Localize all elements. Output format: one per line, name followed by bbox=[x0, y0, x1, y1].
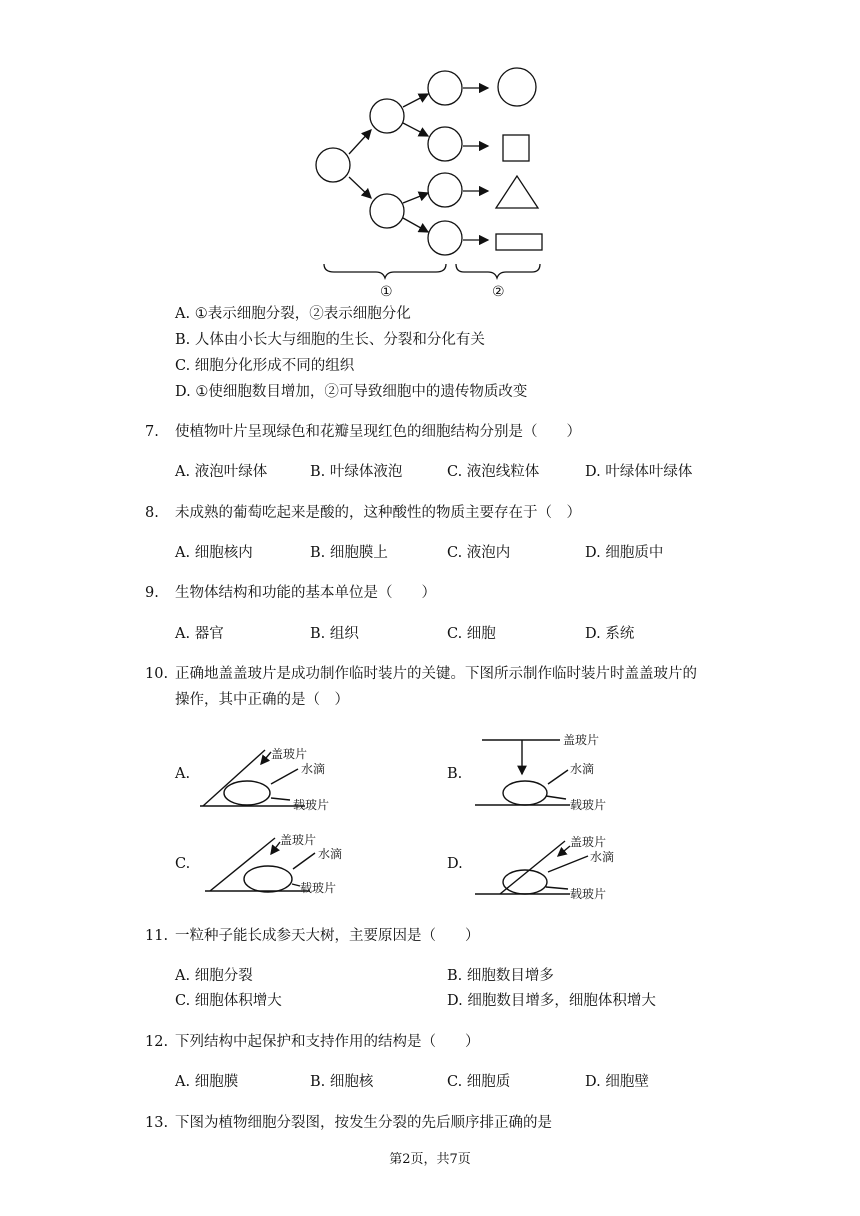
q12-stem: 下列结构中起保护和支持作用的结构是（ ） bbox=[175, 1034, 480, 1050]
q10-figure-b bbox=[470, 728, 630, 818]
svg-text:盖玻片: 盖玻片 bbox=[570, 835, 607, 849]
q10-figure-d bbox=[470, 826, 630, 906]
q13-number: 13. bbox=[145, 1115, 169, 1131]
daughter-cell-bottom bbox=[370, 194, 404, 228]
svg-text:盖玻片: 盖玻片 bbox=[563, 733, 600, 747]
q7-option-b: B. 叶绿体液泡 bbox=[310, 464, 403, 480]
q10-number: 10. bbox=[145, 666, 169, 682]
q8-option-b: B. 细胞膜上 bbox=[310, 545, 388, 561]
q9-stem: 生物体结构和功能的基本单位是（ ） bbox=[175, 585, 436, 601]
svg-text:载玻片: 载玻片 bbox=[300, 881, 337, 895]
q11-option-b: B. 细胞数目增多 bbox=[447, 968, 554, 984]
q10-option-b-letter: B. bbox=[447, 766, 463, 782]
q6-option-b: B. 人体由小长大与细胞的生长、分裂和分化有关 bbox=[175, 332, 485, 348]
q11-option-c: C. 细胞体积增大 bbox=[175, 993, 282, 1009]
round-cell bbox=[498, 68, 536, 106]
svg-text:盖玻片: 盖玻片 bbox=[280, 833, 317, 847]
svg-text:载玻片: 载玻片 bbox=[570, 798, 607, 812]
daughter-cell-top bbox=[370, 99, 404, 133]
q10-option-d-letter: D. bbox=[447, 856, 463, 872]
q10-option-a-letter: A. bbox=[175, 766, 191, 782]
square-cell bbox=[503, 135, 529, 161]
q8-option-a: A. 细胞核内 bbox=[175, 545, 253, 561]
q8-option-d: D. 细胞质中 bbox=[585, 545, 664, 561]
q12-option-d: D. 细胞壁 bbox=[585, 1074, 649, 1090]
q9-option-d: D. 系统 bbox=[585, 626, 635, 642]
cell-division-diagram bbox=[300, 60, 560, 305]
q9-option-b: B. 组织 bbox=[310, 626, 359, 642]
brace-label-1: ① bbox=[380, 284, 393, 300]
triangle-cell bbox=[496, 176, 538, 208]
q11-option-d: D. 细胞数目增多，细胞体积增大 bbox=[447, 993, 656, 1009]
q8-number: 8. bbox=[145, 505, 159, 521]
q8-option-c: C. 液泡内 bbox=[447, 545, 511, 561]
q13-stem: 下图为植物细胞分裂图，按发生分裂的先后顺序排正确的是 bbox=[175, 1115, 552, 1131]
q7-stem: 使植物叶片呈现绿色和花瓣呈现红色的细胞结构分别是（ ） bbox=[175, 424, 581, 440]
q12-number: 12. bbox=[145, 1034, 169, 1050]
q10-figure-c bbox=[200, 826, 360, 906]
q7-option-d: D. 叶绿体叶绿体 bbox=[585, 464, 693, 480]
q9-option-c: C. 细胞 bbox=[447, 626, 496, 642]
q11-number: 11. bbox=[145, 928, 169, 944]
q7-number: 7. bbox=[145, 424, 159, 440]
brace-1 bbox=[324, 264, 446, 278]
q6-option-a: A. ①表示细胞分裂，②表示细胞分化 bbox=[175, 306, 411, 322]
brace-label-2: ② bbox=[492, 284, 505, 300]
mother-cell bbox=[316, 148, 350, 182]
q9-number: 9. bbox=[145, 585, 159, 601]
long-cell bbox=[496, 234, 542, 250]
q10-stem-line2: 操作，其中正确的是（ ） bbox=[175, 692, 349, 708]
q6-option-c: C. 细胞分化形成不同的组织 bbox=[175, 358, 355, 374]
q10-stem-line1: 正确地盖盖玻片是成功制作临时装片的关键。下图所示制作临时装片时盖盖玻片的 bbox=[175, 666, 697, 682]
q12-option-b: B. 细胞核 bbox=[310, 1074, 374, 1090]
svg-text:水滴: 水滴 bbox=[318, 847, 343, 861]
svg-text:载玻片: 载玻片 bbox=[570, 887, 607, 901]
q10-option-c-letter: C. bbox=[175, 856, 191, 872]
svg-text:水滴: 水滴 bbox=[590, 850, 615, 864]
svg-text:水滴: 水滴 bbox=[570, 762, 595, 776]
q12-option-a: A. 细胞膜 bbox=[175, 1074, 239, 1090]
cell-3 bbox=[428, 173, 462, 207]
brace-2 bbox=[456, 264, 540, 278]
q10-figure-a bbox=[195, 738, 355, 818]
page-footer: 第2页，共7页 bbox=[389, 1152, 471, 1167]
svg-text:水滴: 水滴 bbox=[301, 762, 326, 776]
q11-option-a: A. 细胞分裂 bbox=[175, 968, 253, 984]
cell-2 bbox=[428, 127, 462, 161]
cell-4 bbox=[428, 221, 462, 255]
q11-stem: 一粒种子能长成参天大树，主要原因是（ ） bbox=[175, 928, 480, 944]
q7-option-a: A. 液泡叶绿体 bbox=[175, 464, 268, 480]
q9-option-a: A. 器官 bbox=[175, 626, 224, 642]
q8-stem: 未成熟的葡萄吃起来是酸的，这种酸性的物质主要存在于（ ） bbox=[175, 505, 581, 521]
svg-text:载玻片: 载玻片 bbox=[293, 798, 330, 812]
q7-option-c: C. 液泡线粒体 bbox=[447, 464, 540, 480]
q6-option-d: D. ①使细胞数目增加，②可导致细胞中的遗传物质改变 bbox=[175, 384, 528, 400]
svg-text:盖玻片: 盖玻片 bbox=[271, 747, 308, 761]
cell-1 bbox=[428, 71, 462, 105]
q12-option-c: C. 细胞质 bbox=[447, 1074, 511, 1090]
